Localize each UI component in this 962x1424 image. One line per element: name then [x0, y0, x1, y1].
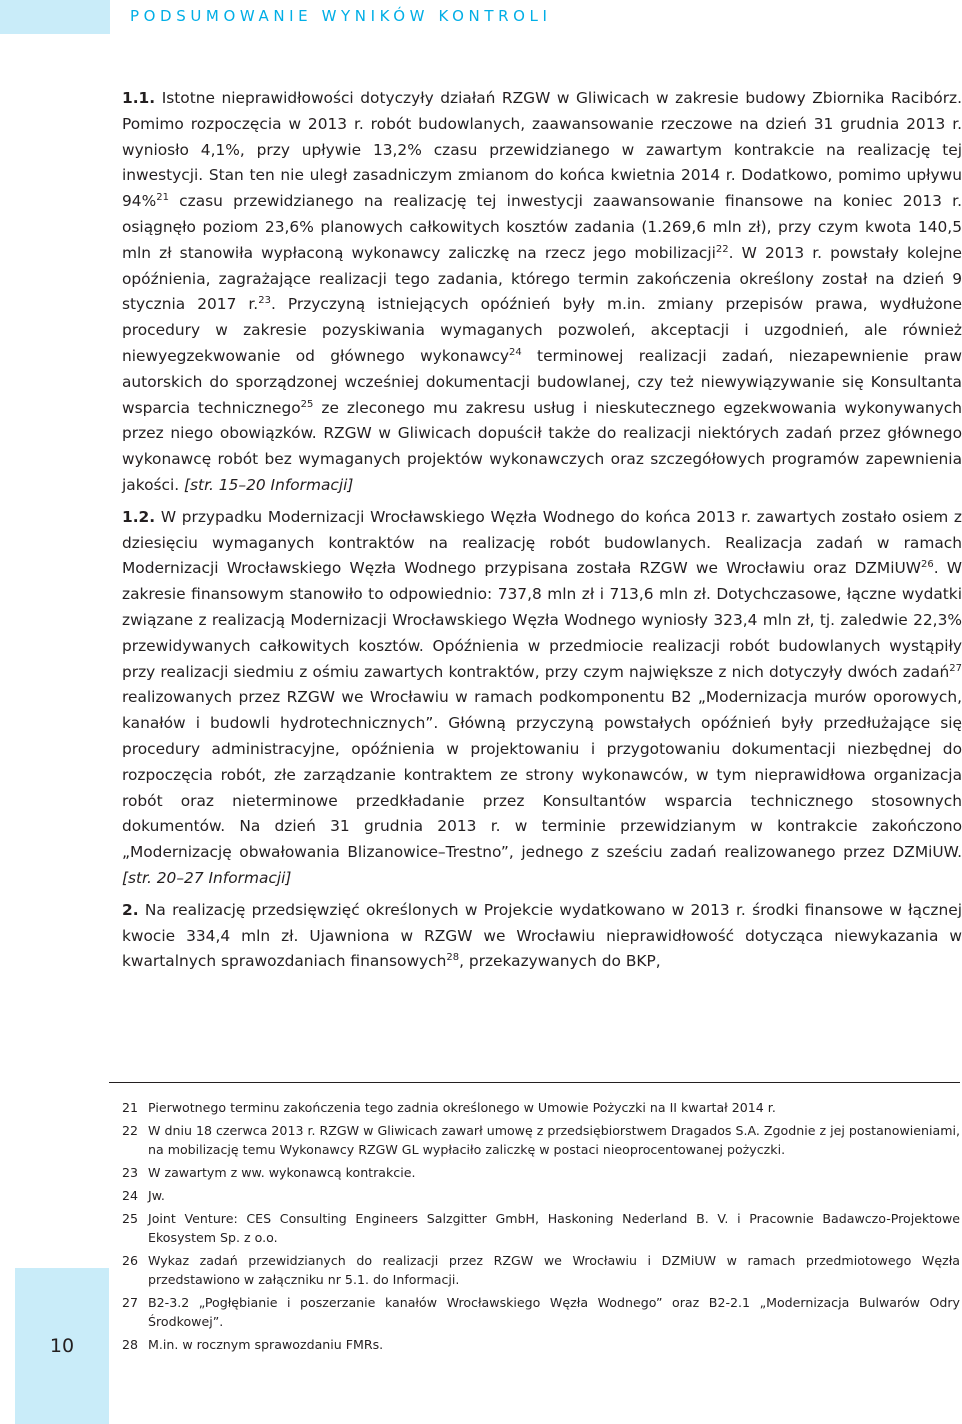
- footnote-text: W dniu 18 czerwca 2013 r. RZGW w Gliwicach zawarł umowę z przedsiębiorstwem Dragados S.A. Zgodnie z jej postanowieniami, na mobilizację temu Wykonawcy RZGW GL wypłaciło zaliczkę w postaci nieoprocentowanej pożyczki.: [148, 1123, 960, 1157]
- paragraph-number: 1.1.: [122, 89, 156, 107]
- main-text: [122, 86, 962, 975]
- paragraph-text: , przekazywanych do BKP,: [459, 952, 661, 971]
- paragraph-number: 1.2.: [122, 507, 156, 526]
- footnote: [122, 1251, 960, 1289]
- footnote-text: Wykaz zadań przewidzianych do realizacji przez RZGW we Wrocławiu i DZMiUW w ramach przedmiotowego Węzła przedstawiono w załączniku nr 5.1. do Informacji.: [148, 1253, 960, 1287]
- running-header-title: PODSUMOWANIE WYNIKÓW KONTROLI: [130, 7, 552, 25]
- paragraph-text: W przypadku Modernizacji Wrocławskiego Węzła Wodnego do końca 2013 r. zawartych zostało osiem z dziesięciu wymaganych kontraktów na realizację robót budowlanych. Realizacja zadań w ramach Modernizacji Wrocławskiego Węzła Wodnego przypisana została RZGW we Wrocławiu oraz DZMiUW: [122, 507, 962, 578]
- page-reference: [str. 15–20 Informacji]: [184, 475, 354, 494]
- page-header: [0, 0, 960, 36]
- footnote-number: 21: [122, 1100, 139, 1115]
- footnote-ref[interactable]: 27: [949, 662, 962, 674]
- paragraph-text: . W zakresie finansowym stanowiło to odpowiednio: 737,8 mln zł i 713,6 mln zł. Dotychczasowe, łączne wydatki związane z realizacją Modernizacji Wrocławskiego Węzła Wodnego wyniosły 323,4 mln zł, tj. zaledwie 22,3% przewidywanych całkowitych kosztów. Opóźnienia w przedmiocie realizacji robót budowlanych wystąpiły przy realizacji siedmiu z ośmiu zawartych kontraktów, przy czym największe z nich dotyczyły dwóch zadań: [122, 559, 962, 681]
- footnote: [122, 1335, 960, 1354]
- footnote-text: Pierwotnego terminu zakończenia tego zadnia określonego w Umowie Pożyczki na II kwartał 2014 r.: [148, 1100, 776, 1115]
- paragraph-text: Istotne nieprawidłowości dotyczyły działań RZGW w Gliwicach w zakresie budowy Zbiornika Racibórz. Pomimo rozpoczęcia w 2013 r. robót budowlanych, zaawansowanie rzeczowe na dzień 31 grudnia 2013 r. wyniosło 4,1%, przy upływie 13,2% czasu przewidzianego w zawartym kontrakcie na realizację tej inwestycji. Stan ten nie uległ zasadniczym zmianom do końca kwietnia 2014 r. Dodatkowo, pomimo upływu 94%: [122, 89, 962, 211]
- footnote-ref[interactable]: 28: [446, 952, 460, 964]
- paragraph-number: 2.: [122, 900, 139, 919]
- paragraph-text: czasu przewidzianego na realizację tej inwestycji zaawansowanie finansowe na koniec 2013 r. osiągnęło poziom 23,6% planowych całkowitych kosztów zadania (1.269,6 mln zł), przy czym kwota 140,5 mln zł stanowiła wypłaconą wykonawcy zaliczkę na rzecz jego mobilizacji: [122, 192, 962, 262]
- footnote: [122, 1163, 960, 1182]
- header-color-block: [0, 0, 110, 34]
- footnote-number: 27: [122, 1295, 139, 1310]
- footnote-text: Jw.: [148, 1188, 165, 1203]
- footnote-number: 28: [122, 1337, 139, 1352]
- footnote: [122, 1209, 960, 1247]
- footnote-ref[interactable]: 24: [508, 346, 522, 358]
- footnote-number: 22: [122, 1123, 139, 1138]
- footnote-text: Joint Venture: CES Consulting Engineers Salzgitter GmbH, Haskoning Nederland B. V. i Pracownie Badawczo-Projektowe Ekosystem Sp. z o.o.: [148, 1211, 960, 1245]
- page-number-box: [15, 1268, 109, 1424]
- footnote-separator: [109, 1082, 960, 1083]
- paragraph-1-2: [122, 505, 962, 892]
- footnote-ref[interactable]: 26: [920, 559, 934, 571]
- footnote: [122, 1186, 960, 1205]
- paragraph-text: Na realizację przedsięwzięć określonych w Projekcie wydatkowano w 2013 r. środki finansowe w łącznej kwocie 334,4 mln zł. Ujawniona w RZGW we Wrocławiu nieprawidłowość dotycząca niewykazania w kwartalnych sprawozdaniach finansowych: [122, 900, 962, 971]
- footnote-number: 25: [122, 1211, 139, 1226]
- paragraph-1-1: [122, 86, 962, 499]
- page-reference: [str. 20–27 Informacji]: [122, 868, 292, 887]
- footnote: [122, 1121, 960, 1159]
- footnote-text: W zawartym z ww. wykonawcą kontrakcie.: [148, 1165, 416, 1180]
- paragraph-text: realizowanych przez RZGW we Wrocławiu w ramach podkomponentu B2 „Modernizacja murów oporowych, kanałów i budowli hydrotechnicznych”. Główną przyczyną powstałych opóźnień były przedłużające się procedury administracyjne, opóźnienia w projektowaniu i przygotowaniu dokumentacji niezbędnej do rozpoczęcia robót, złe zarządzanie kontraktem ze strony wykonawców, w tym nieprawidłowa organizacja robót oraz nieterminowe przedkładanie przez Konsultantów wsparcia technicznego stosownych dokumentów. Na dzień 31 grudnia 2013 r. w terminie przewidzianym w kontrakcie zakończono „Modernizację obwałowania Blizanowice–Trestno”, jednego z sześciu zadań realizowanego przez DZMiUW.: [122, 688, 962, 862]
- paragraph-text: . W 2013 r. powstały kolejne opóźnienia, zagrażające realizacji tego zadania, którego termin zakończenia określony został na dzień 9 stycznia 2017 r.: [122, 243, 962, 314]
- page-number: 10: [49, 1335, 75, 1357]
- footnote-ref[interactable]: 21: [156, 192, 169, 204]
- footnote-text: M.in. w rocznym sprawozdaniu FMRs.: [148, 1337, 384, 1352]
- footnote-ref[interactable]: 22: [715, 243, 729, 255]
- footnotes: [122, 1098, 960, 1358]
- paragraph-text: ze zleconego mu zakresu usług i nieskutecznego egzekwowania wykonywanych przez niego obowiązków. RZGW w Gliwicach dopuścił także do realizacji niektórych zadań przez głównego wykonawcę robót bez wymaganych projektów wykonawczych oraz szczegółowych programów zapewnienia jakości.: [122, 398, 962, 494]
- footnote-number: 26: [122, 1253, 139, 1268]
- paragraph-text: terminowej realizacji zadań, niezapewnienie praw autorskich do sporządzonej wcześniej dokumentacji budowlanej, czy też niewywiązywanie się Konsultanta wsparcia technicznego: [122, 346, 962, 417]
- footnote-number: 24: [122, 1188, 139, 1203]
- footnote-ref[interactable]: 25: [300, 398, 314, 410]
- footnote-text: B2-3.2 „Pogłębianie i poszerzanie kanałów Wrocławskiego Węzła Wodnego” oraz B2-2.1 „Modernizacja Bulwarów Odry Środkowej”.: [148, 1295, 960, 1329]
- footnote-ref[interactable]: 23: [258, 295, 271, 307]
- footnote-number: 23: [122, 1165, 139, 1180]
- paragraph-2: [122, 898, 962, 975]
- footnote: [122, 1098, 960, 1117]
- paragraph-text: . Przyczyną istniejących opóźnień były m.in. zmiany przepisów prawa, wydłużone procedury w zakresie pozyskiwania wymaganych pozwoleń, akceptacji i uzgodnień, ale również niewyegzekwowanie od głównego wykonawcy: [122, 295, 962, 365]
- footnote: [122, 1293, 960, 1331]
